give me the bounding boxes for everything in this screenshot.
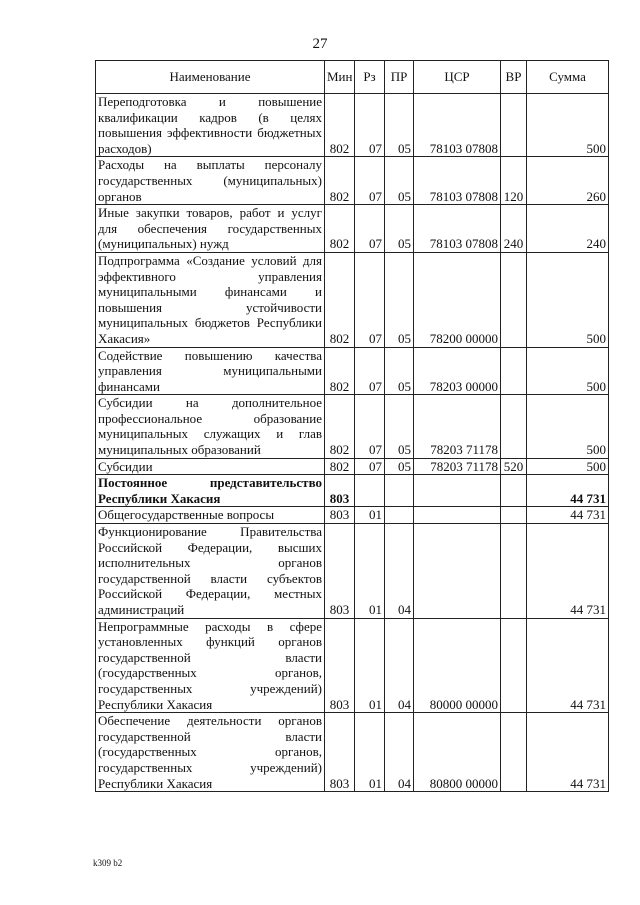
cell-min: 802 [325, 395, 355, 458]
budget-table [95, 60, 609, 792]
cell-vr: 520 [501, 458, 527, 475]
table-row [96, 458, 609, 475]
cell-name: Иные закупки товаров, работ и услуг для обеспечения государственных (муниципальных) нужд [96, 205, 325, 253]
cell-vr [501, 524, 527, 619]
table-row [96, 252, 609, 347]
cell-vr [501, 94, 527, 157]
footer-code: k309 b2 [93, 858, 123, 868]
table-row [96, 618, 609, 713]
cell-pr [385, 507, 414, 524]
cell-vr [501, 713, 527, 792]
cell-min: 803 [325, 713, 355, 792]
cell-min: 802 [325, 252, 355, 347]
cell-min: 802 [325, 205, 355, 253]
cell-min: 803 [325, 524, 355, 619]
cell-csr [414, 524, 501, 619]
cell-min: 802 [325, 94, 355, 157]
header-pr: ПР [385, 61, 414, 94]
cell-rz: 07 [355, 347, 385, 395]
cell-name: Расходы на выплаты персоналу государственных (муниципальных) органов [96, 157, 325, 205]
cell-vr [501, 507, 527, 524]
cell-vr [501, 347, 527, 395]
cell-sum: 500 [527, 395, 609, 458]
cell-name: Содействие повышению качества управления муниципальными финансами [96, 347, 325, 395]
cell-rz: 07 [355, 94, 385, 157]
cell-vr [501, 395, 527, 458]
cell-csr: 78103 07808 [414, 94, 501, 157]
header-csr: ЦСР [414, 61, 501, 94]
cell-csr [414, 475, 501, 507]
cell-vr [501, 252, 527, 347]
cell-min: 802 [325, 458, 355, 475]
header-vr: ВР [501, 61, 527, 94]
cell-csr: 78103 07808 [414, 157, 501, 205]
cell-pr: 05 [385, 205, 414, 253]
header-min: Мин [325, 61, 355, 94]
cell-pr: 05 [385, 395, 414, 458]
cell-vr: 240 [501, 205, 527, 253]
cell-rz: 01 [355, 713, 385, 792]
table-row [96, 395, 609, 458]
page-number: 27 [312, 36, 328, 52]
cell-pr [385, 475, 414, 507]
cell-csr: 78103 07808 [414, 205, 501, 253]
cell-min: 802 [325, 347, 355, 395]
table-row [96, 94, 609, 157]
cell-sum: 44 731 [527, 618, 609, 713]
header-rz: Рз [355, 61, 385, 94]
cell-csr: 78203 71178 [414, 458, 501, 475]
header-name: Наименование [96, 61, 325, 94]
table-header-row [96, 61, 609, 94]
cell-sum: 500 [527, 347, 609, 395]
header-sum: Сумма [527, 61, 609, 94]
cell-name: Постоянное представительство Республики Хакасия [96, 475, 325, 507]
cell-rz: 01 [355, 618, 385, 713]
cell-name: Общегосударственные вопросы [96, 507, 325, 524]
table-row [96, 157, 609, 205]
cell-sum: 44 731 [527, 713, 609, 792]
cell-min: 802 [325, 157, 355, 205]
cell-csr: 78200 00000 [414, 252, 501, 347]
cell-pr: 04 [385, 524, 414, 619]
cell-vr [501, 475, 527, 507]
cell-name: Функционирование Правительства Российской Федерации, высших исполнительных органов государственной власти субъектов Российской Федерации, местных администраций [96, 524, 325, 619]
table-row [96, 507, 609, 524]
cell-rz [355, 475, 385, 507]
cell-sum: 260 [527, 157, 609, 205]
cell-name: Субсидии на дополнительное профессиональное образование муниципальных служащих и глав муниципальных образований [96, 395, 325, 458]
cell-csr: 80000 00000 [414, 618, 501, 713]
cell-sum: 44 731 [527, 475, 609, 507]
cell-csr [414, 507, 501, 524]
cell-name: Подпрограмма «Создание условий для эффективного управления муниципальными финансами и повышения устойчивости муниципальных бюджетов Республики Хакасия» [96, 252, 325, 347]
cell-name: Непрограммные расходы в сфере установленных функций органов государственной власти (государственных органов, государственных учреждений) Республики Хакасия [96, 618, 325, 713]
cell-csr: 78203 00000 [414, 347, 501, 395]
cell-sum: 500 [527, 252, 609, 347]
cell-sum: 500 [527, 94, 609, 157]
cell-pr: 05 [385, 347, 414, 395]
cell-sum: 240 [527, 205, 609, 253]
table-row [96, 713, 609, 792]
cell-csr: 78203 71178 [414, 395, 501, 458]
cell-name: Субсидии [96, 458, 325, 475]
cell-rz: 01 [355, 524, 385, 619]
cell-rz: 07 [355, 157, 385, 205]
cell-vr [501, 618, 527, 713]
cell-rz: 07 [355, 205, 385, 253]
cell-pr: 05 [385, 157, 414, 205]
cell-rz: 07 [355, 252, 385, 347]
cell-pr: 04 [385, 618, 414, 713]
cell-rz: 07 [355, 458, 385, 475]
cell-sum: 44 731 [527, 507, 609, 524]
cell-csr: 80800 00000 [414, 713, 501, 792]
cell-min: 803 [325, 507, 355, 524]
cell-name: Переподготовка и повышение квалификации кадров (в целях повышения эффективности бюджетных расходов) [96, 94, 325, 157]
cell-min: 803 [325, 618, 355, 713]
cell-pr: 05 [385, 94, 414, 157]
cell-pr: 05 [385, 458, 414, 475]
cell-pr: 04 [385, 713, 414, 792]
cell-vr: 120 [501, 157, 527, 205]
cell-rz: 07 [355, 395, 385, 458]
table-row [96, 205, 609, 253]
cell-sum: 500 [527, 458, 609, 475]
cell-min: 803 [325, 475, 355, 507]
cell-rz: 01 [355, 507, 385, 524]
cell-sum: 44 731 [527, 524, 609, 619]
cell-pr: 05 [385, 252, 414, 347]
table-row [96, 347, 609, 395]
table-row [96, 524, 609, 619]
cell-name: Обеспечение деятельности органов государственной власти (государственных органов, государственных учреждений) Республики Хакасия [96, 713, 325, 792]
table-row [96, 475, 609, 507]
